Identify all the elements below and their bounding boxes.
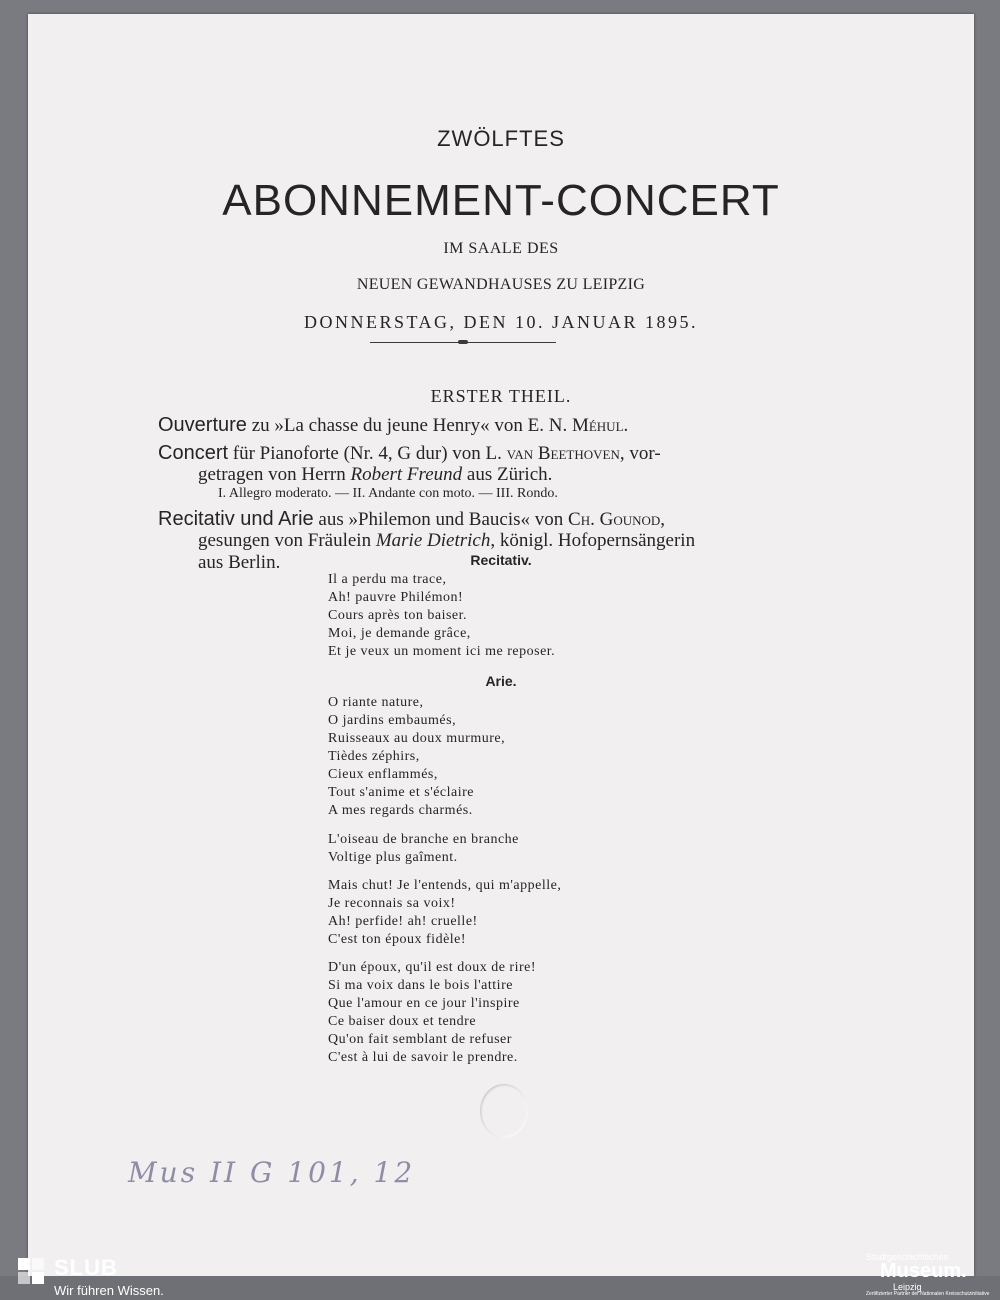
museum-wordmark: Museum.	[880, 1260, 967, 1282]
lyric-line: Si ma voix dans le bois l'attire	[328, 978, 513, 993]
lyric-line: Moi, je demande grâce,	[328, 626, 471, 641]
composer-name: Méhul	[571, 415, 624, 436]
lyric-line: O jardins embaumés,	[328, 713, 457, 728]
lyric-line: Mais chut! Je l'entends, qui m'appelle,	[328, 878, 562, 893]
movements-list: I. Allegro moderato. — II. Andante con moto. — III. Rondo.	[218, 486, 558, 501]
shelfmark-handwritten: Mus II G 101, 12	[128, 1156, 416, 1189]
lyric-line: Tièdes zéphirs,	[328, 749, 420, 764]
concert-date: DONNERSTAG, DEN 10. JANUAR 1895.	[303, 312, 699, 332]
program-item-aria: Recitativ und Arie aus »Philemon und Baucis« von Ch. Gounod,	[158, 508, 666, 530]
work-title: Concert	[158, 442, 229, 464]
lyric-line: Ce baiser doux et tendre	[328, 1014, 477, 1029]
program-item-aria-performer: gesungen von Fräulein Marie Dietrich, königl. Hofopernsängerin	[198, 530, 696, 551]
lyric-line: Voltige plus gaîment.	[328, 850, 458, 865]
heading-ordinal: ZWÖLFTES	[437, 126, 565, 151]
lyric-line: Et je veux un moment ici me reposer.	[328, 644, 556, 659]
lyric-line: Cours après ton baiser.	[328, 608, 468, 623]
lyric-line: Ah! pauvre Philémon!	[328, 590, 464, 605]
slub-tagline: Wir führen Wissen.	[54, 1283, 164, 1298]
divider-ornament	[458, 340, 468, 344]
recitativ-heading: Recitativ.	[470, 552, 532, 568]
lyric-line: Cieux enflammés,	[328, 767, 438, 782]
heading-hall: IM SAALE DES	[443, 240, 559, 257]
performer-name: Marie Dietrich	[375, 530, 491, 551]
work-title: Ouverture	[158, 414, 247, 436]
page-title: ABONNEMENT-CONCERT	[222, 176, 780, 225]
lyric-line: A mes regards charmés.	[328, 803, 473, 818]
composer-name: van Beethoven	[506, 443, 620, 464]
lyric-line: Ruisseaux au doux murmure,	[328, 731, 506, 746]
program-item-overture: Ouverture zu »La chasse du jeune Henry« von E. N. Méhul.	[158, 414, 629, 436]
program-item-aria-origin: aus Berlin.	[198, 552, 281, 573]
lyric-line: Qu'on fait semblant de refuser	[328, 1032, 512, 1047]
work-title: Recitativ und Arie	[158, 508, 314, 530]
performer-name: Robert Freund	[350, 464, 463, 485]
slub-logo-icon	[16, 1256, 46, 1288]
lyric-line: Tout s'anime et s'éclaire	[328, 785, 475, 800]
embossed-stamp	[480, 1084, 528, 1138]
program-item-concerto: Concert für Pianoforte (Nr. 4, G dur) von L. van Beethoven, vor-	[158, 442, 661, 464]
slub-wordmark: SLUB	[54, 1255, 118, 1280]
arie-heading: Arie.	[485, 673, 517, 689]
program-item-concerto-performer: getragen von Herrn Robert Freund aus Zürich.	[198, 464, 553, 485]
section-title: ERSTER THEIL.	[430, 386, 572, 406]
lyric-line: C'est ton époux fidèle!	[328, 932, 467, 947]
lyric-line: Que l'amour en ce jour l'inspire	[328, 996, 520, 1011]
lyric-line: Je reconnais sa voix!	[328, 896, 456, 911]
composer-name: Ch. Gounod	[568, 509, 661, 530]
work-detail: aus »Philemon und Baucis« von	[313, 509, 569, 530]
museum-city: Leipzig	[893, 1282, 922, 1292]
concert-program-page	[28, 14, 974, 1276]
work-detail: für Pianoforte (Nr. 4, G dur) von L.	[228, 443, 507, 464]
lyric-line: Ah! perfide! ah! cruelle!	[328, 914, 478, 929]
lyric-line: O riante nature,	[328, 695, 424, 710]
heading-venue: NEUEN GEWANDHAUSES ZU LEIPZIG	[356, 276, 646, 293]
lyric-line: Il a perdu ma trace,	[328, 572, 447, 587]
museum-line1: Stadtgeschichtliches	[866, 1252, 949, 1262]
work-detail: zu »La chasse du jeune Henry« von E. N.	[246, 415, 572, 436]
museum-certification: Zertifizierter Partner der Nationalen Kreisschutzinitiative	[866, 1291, 990, 1297]
lyric-line: D'un époux, qu'il est doux de rire!	[328, 960, 537, 975]
lyric-line: L'oiseau de branche en branche	[328, 832, 519, 847]
lyric-line: C'est à lui de savoir le prendre.	[328, 1050, 518, 1065]
